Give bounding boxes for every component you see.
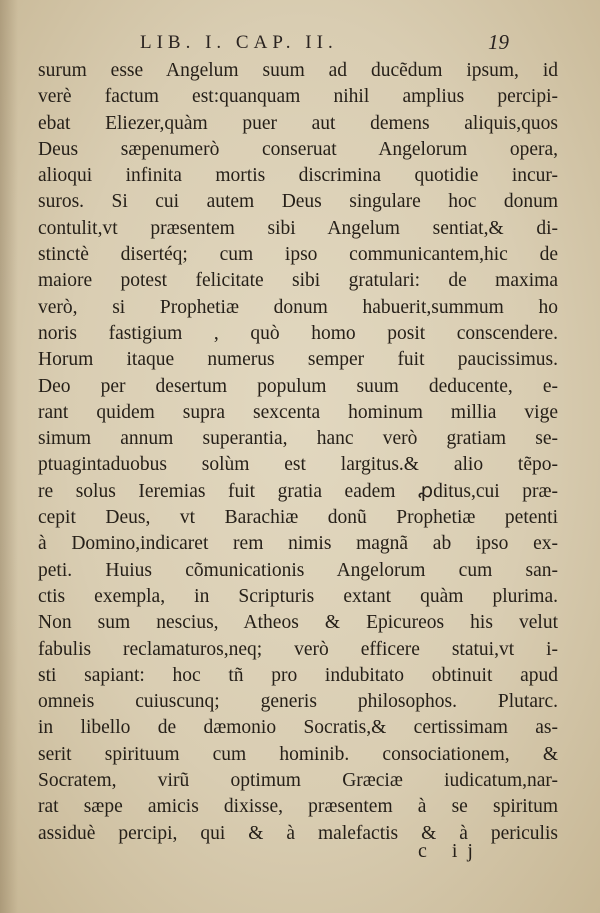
text-line: contulit,vt præsentem sibi Angelum sentiat,& di- <box>38 217 558 239</box>
text-line: sti sapiant: hoc tñ pro indubitato obtinuit apud <box>38 664 558 686</box>
text-line: cepit Deus, vt Barachiæ donũ Prophetiæ petenti <box>38 507 558 529</box>
running-head: LIB. I. CAP. II. <box>140 32 338 53</box>
text-line: Horum itaque numerus semper fuit paucissimus. <box>38 349 558 371</box>
text-line: verè factum est:quanquam nihil amplius percipi- <box>38 86 558 108</box>
text-line: à Domino,indicaret rem nimis magnã ab ipso ex- <box>38 533 558 555</box>
text-line: Deus sæpenumerò conseruat Angelorum opera, <box>38 138 558 160</box>
text-line: Socratem, virũ optimum Græciæ iudicatum,nar- <box>38 770 558 792</box>
text-line: ebat Eliezer,quàm puer aut demens aliquis,quos <box>38 112 558 134</box>
body-text <box>38 58 558 847</box>
text-line: assiduè percipi, qui & à malefactis & à periculis <box>38 822 558 844</box>
text-line: alioqui infinita mortis discrimina quotidie incur- <box>38 165 558 187</box>
text-line: omneis cuiuscunq; generis philosophos. Plutarc. <box>38 691 558 713</box>
text-line: in libello de dæmonio Socratis,& certissimam as- <box>38 717 558 739</box>
text-line: re solus Ieremias fuit gratia eadem ꝓditus,cui præ- <box>38 480 558 502</box>
text-line: ctis exempla, in Scripturis extant quàm plurima. <box>38 585 558 607</box>
text-line: serit spirituum cum hominib. consociationem, & <box>38 743 558 765</box>
text-line: suros. Si cui autem Deus singulare hoc donum <box>38 191 558 213</box>
text-line: fabulis reclamaturos,neq; verò efficere statui,vt i- <box>38 638 558 660</box>
text-line: rat sæpe amicis dixisse, præsentem à se spiritum <box>38 796 558 818</box>
text-line: stinctè disertéq; cum ipso communicantem,hic de <box>38 244 558 266</box>
text-line: Non sum nescius, Atheos & Epicureos his velut <box>38 612 558 634</box>
text-line: maiore potest felicitate sibi gratulari: de maxima <box>38 270 558 292</box>
page-number: 19 <box>488 30 509 54</box>
signature-mark: c ij <box>418 840 483 862</box>
text-line: verò, si Prophetiæ donum habuerit,summum ho <box>38 296 558 318</box>
gutter-shadow <box>0 0 18 913</box>
text-line: Deo per desertum populum suum deducente, e- <box>38 375 558 397</box>
text-line: surum esse Angelum suum ad ducẽdum ipsum, id <box>38 60 558 81</box>
text-line: ptuagintaduobus solùm est largitus.& alio tẽpo- <box>38 454 558 476</box>
text-line: rant quidem supra sexcenta hominum millia vige <box>38 401 558 423</box>
text-line: noris fastigium , quò homo posit conscendere. <box>38 322 558 344</box>
text-line: simum annum superantia, hanc verò gratiam se- <box>38 428 558 450</box>
text-line: peti. Huius cõmunicationis Angelorum cum san- <box>38 559 558 581</box>
